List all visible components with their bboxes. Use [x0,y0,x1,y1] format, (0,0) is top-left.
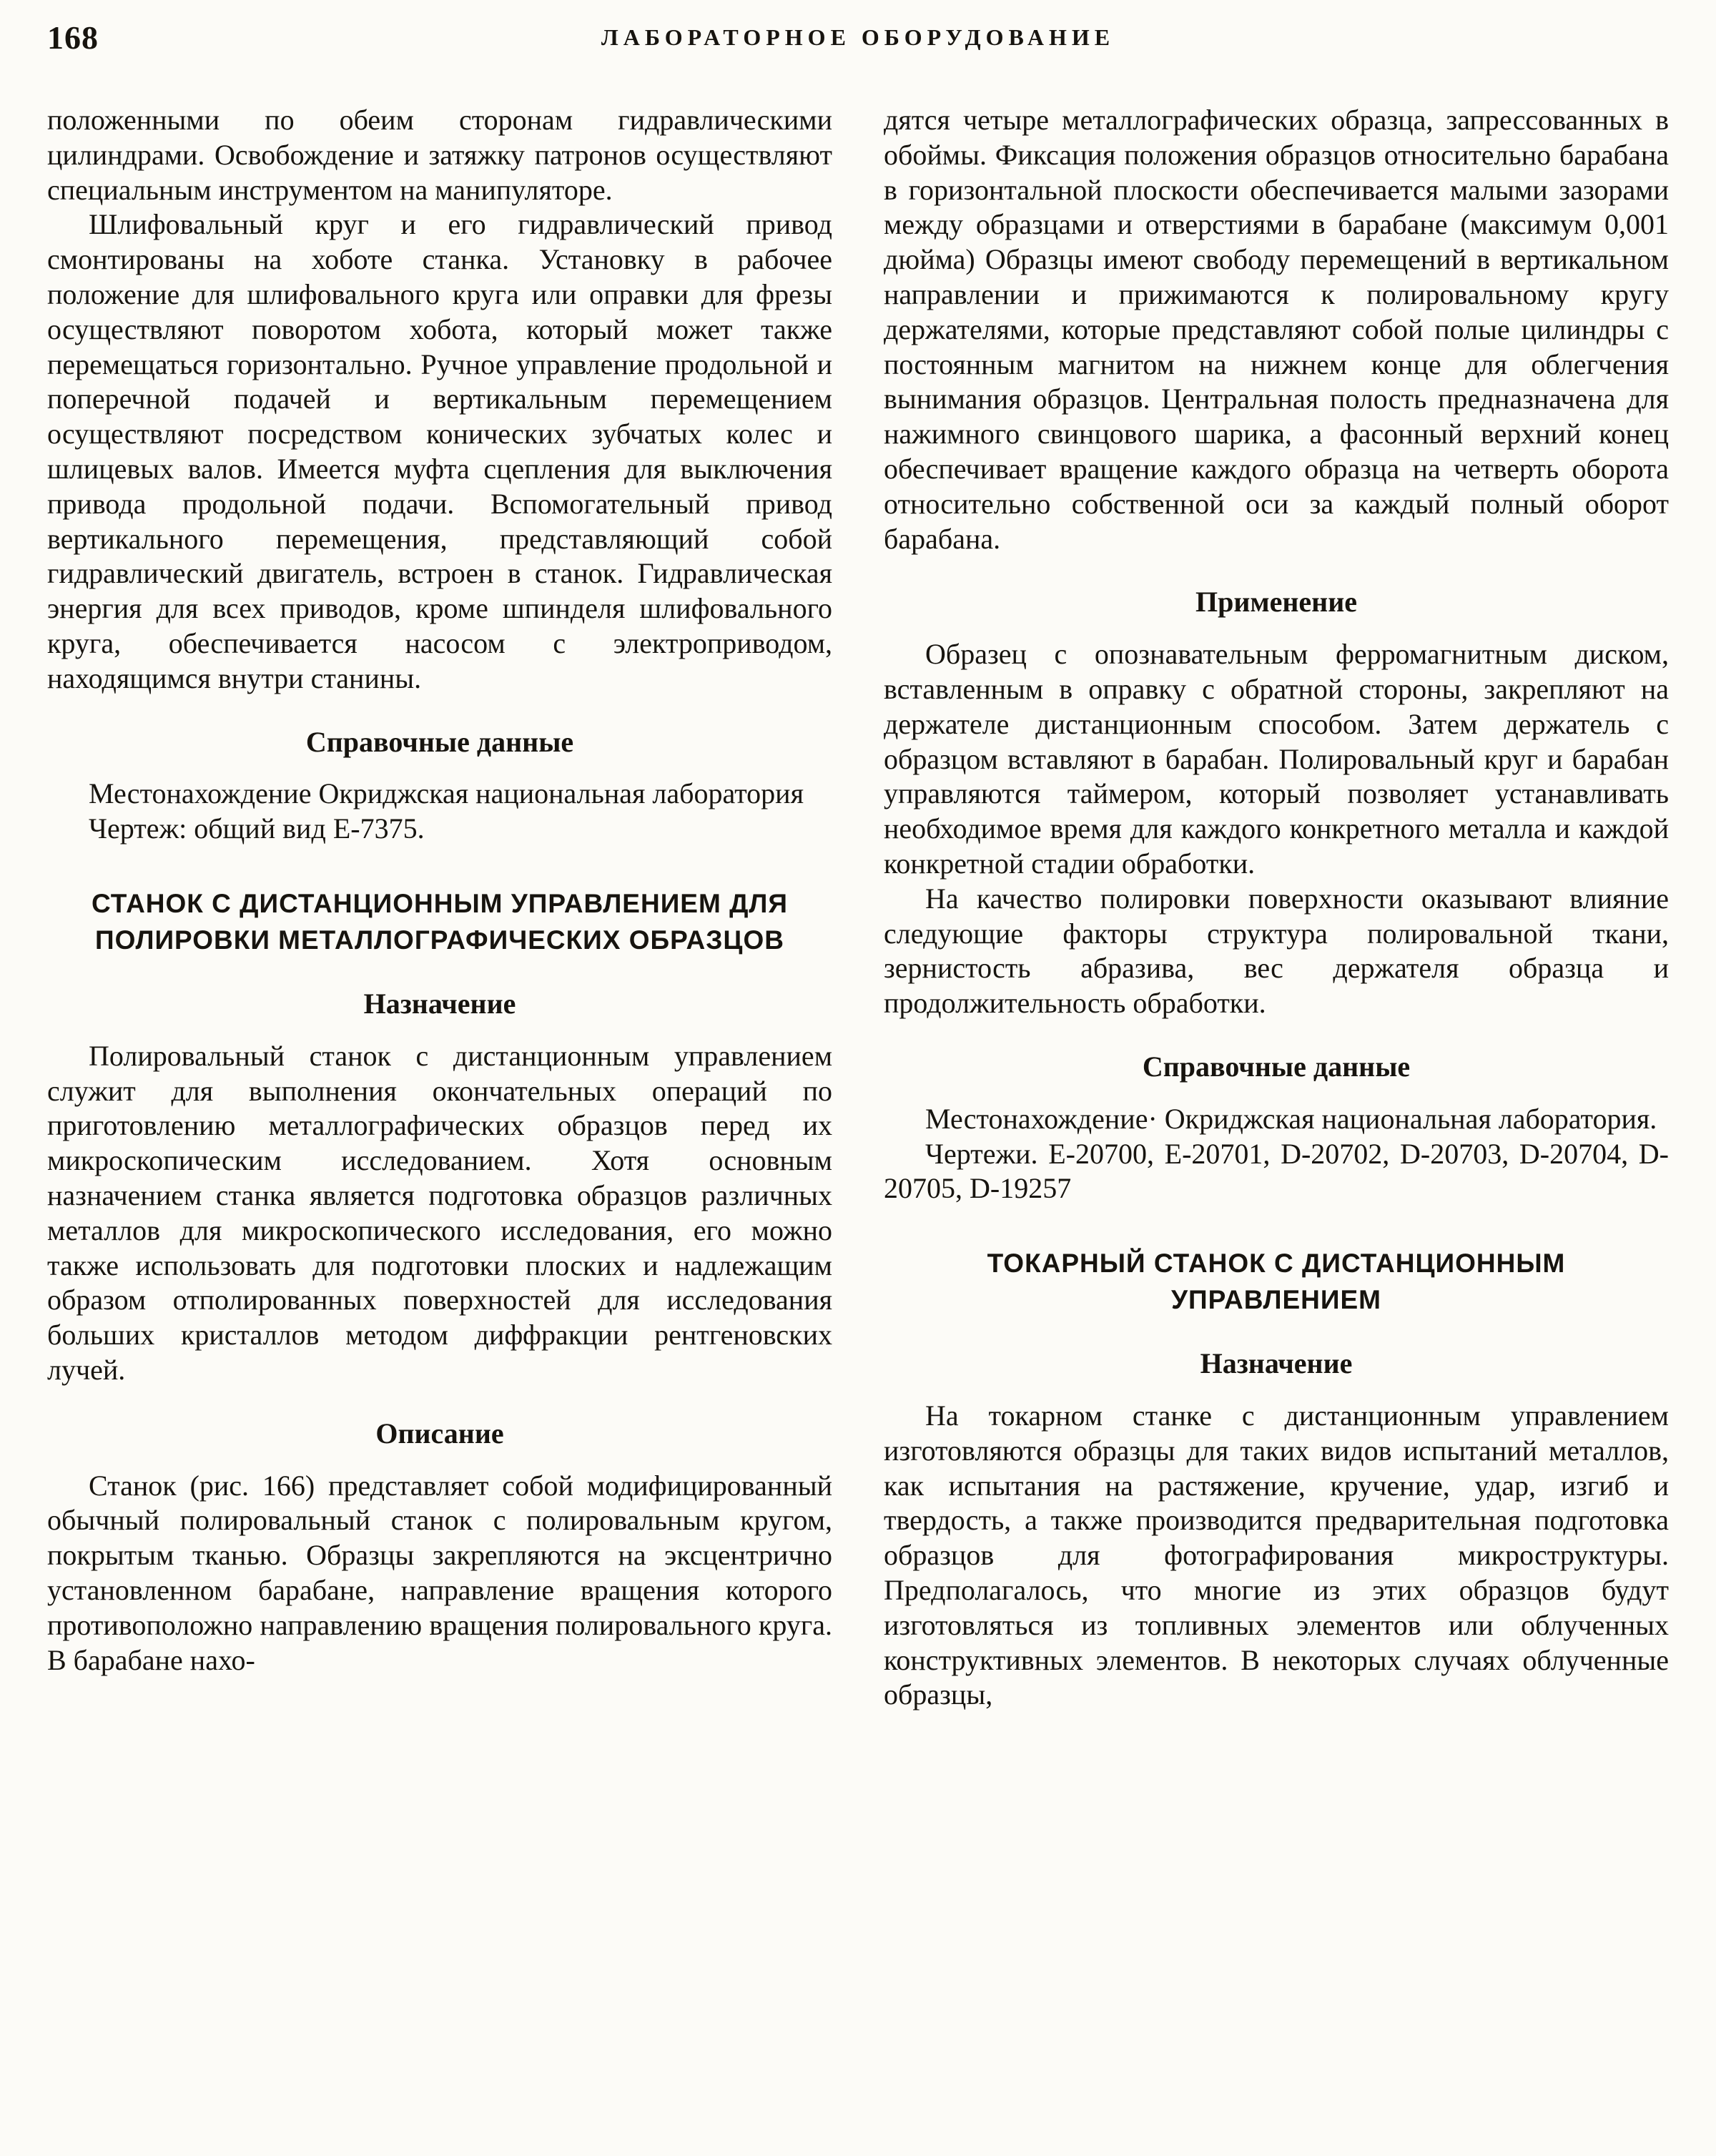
subheading-reference-data: Справочные данные [1142,1050,1411,1083]
reference-location: Местонахождение Окриджская национальная лаборатория [89,777,804,810]
paragraph: Полировальный станок с дистанционным управлением служит для выполнения окончательных операций по приготовлению металлографических образцов перед их микроскопическим исследованием. Хотя основным назначением станка является подготовка образцов различных металлов для микроскопического исследования, его можно также использовать для подготовки плоских и надлежащим образом отполированных поверхностей для исследования больших кристаллов методом диффракции рентгеновских лучей. [47,1039,832,1386]
paragraph: На качество полировки поверхности оказывают влияние следующие факторы структура полировальной ткани, зернистость абразива, вес держателя образца и продолжительность обработки. [884,882,1669,1020]
right-column [884,103,1669,1713]
section-heading-polishing-machine: СТАНОК С ДИСТАНЦИОННЫМ УПРАВЛЕНИЕМ ДЛЯ ПОЛИРОВКИ МЕТАЛЛОГРАФИЧЕСКИХ ОБРАЗЦОВ [92,888,788,955]
paragraph: Станок (рис. 166) представляет собой модифицированный обычный полировальный станок с полировальным кругом, покрытым тканью. Образцы закрепляются на эксцентрично установленном барабане, направление вращения которого противоположно направлению вращения полировального круга. В барабане нахо- [47,1469,832,1676]
page-number: 168 [47,19,99,56]
paragraph: На токарном станке с дистанционным управлением изготовляются образцы для таких видов испытаний металлов, как испытания на растяжение, кручение, удар, изгиб и твердость, а также производится предварительная подготовка образцов для фотографирования микроструктуры. Предполагалось, что многие из этих образцов будут изготовляться из топливных элементов или облученных конструктивных элементов. В некоторых случаях облученные образцы, [884,1399,1669,1711]
subheading-description: Описание [375,1417,504,1449]
subheading-purpose: Назначение [363,988,516,1020]
left-column [47,103,832,1713]
page-header [47,19,1669,66]
reference-location: Местонахождение· Окриджская национальная лаборатория. [925,1102,1657,1135]
subheading-application: Применение [1195,586,1358,619]
paragraph: Шлифовальный круг и его гидравлический привод смонтированы на хоботе станка. Установку в рабочее положение для шлифовального круга или оправки для фрезы осуществляют поворотом хобота, который может также перемещаться горизонтально. Ручное управление продольной и поперечной подачей и вертикальным перемещением осуществляют посредством конических зубчатых колес и шлицевых валов. Имеется муфта сцепления для выключения привода продольной подачи. Вспомогательный привод вертикального перемещения, представляющий собой гидравлический двигатель, встроен в станок. Гидравлическая энергия для всех приводов, кроме шпинделя шлифовального круга, обеспечивается насосом с электроприводом, находящимся внутри станины. [47,208,832,694]
paragraph-continuation: положенными по обеим сторонам гидравлическими цилиндрами. Освобождение и затяжку патронов осуществляют специальным инструментом на манипуляторе. [47,104,832,206]
reference-drawing: Чертеж: общий вид Е-7375. [89,812,425,845]
subheading-purpose: Назначение [1200,1347,1353,1380]
subheading-reference-data: Справочные данные [305,725,574,758]
paragraph-continuation: дятся четыре металлографических образца, запрессованных в обоймы. Фиксация положения образцов относительно барабана в горизонтальной плоскости обеспечивается малыми зазорами между образцами и отверстиями в барабане (максимум 0,001 дюйма) Образцы имеют свободу перемещений в вертикальном направлении и прижимаются к полировальному кругу держателями, которые представляют собой полые цилиндры с постоянным магнитом на нижнем конце для облегчения вынимания образцов. Центральная полость предназначена для нажимного свинцового шарика, а фасонный верхний конец обеспечивает вращение каждого образца на четверть оборота относительно собственной оси за каждый полный оборот барабана. [884,104,1669,555]
section-heading-lathe: ТОКАРНЫЙ СТАНОК С ДИСТАНЦИОННЫМ УПРАВЛЕНИЕМ [987,1249,1566,1315]
running-head: ЛАБОРАТОРНОЕ ОБОРУДОВАНИЕ [601,24,1115,50]
reference-drawings: Чертежи. Е-20700, Е-20701, D-20702, D-20703, D-20704, D-20705, D-19257 [884,1137,1669,1205]
paragraph: Образец с опознавательным ферромагнитным диском, вставленным в оправку с обратной стороны, закрепляют на держателе дистанционным способом. Затем держатель с образцом вставляют в барабан. Полировальный круг и барабан управляются таймером, который позволяет устанавливать необходимое время для каждого конкретного металла и каждой конкретной стадии обработки. [884,638,1669,880]
text-columns [47,103,1669,1713]
